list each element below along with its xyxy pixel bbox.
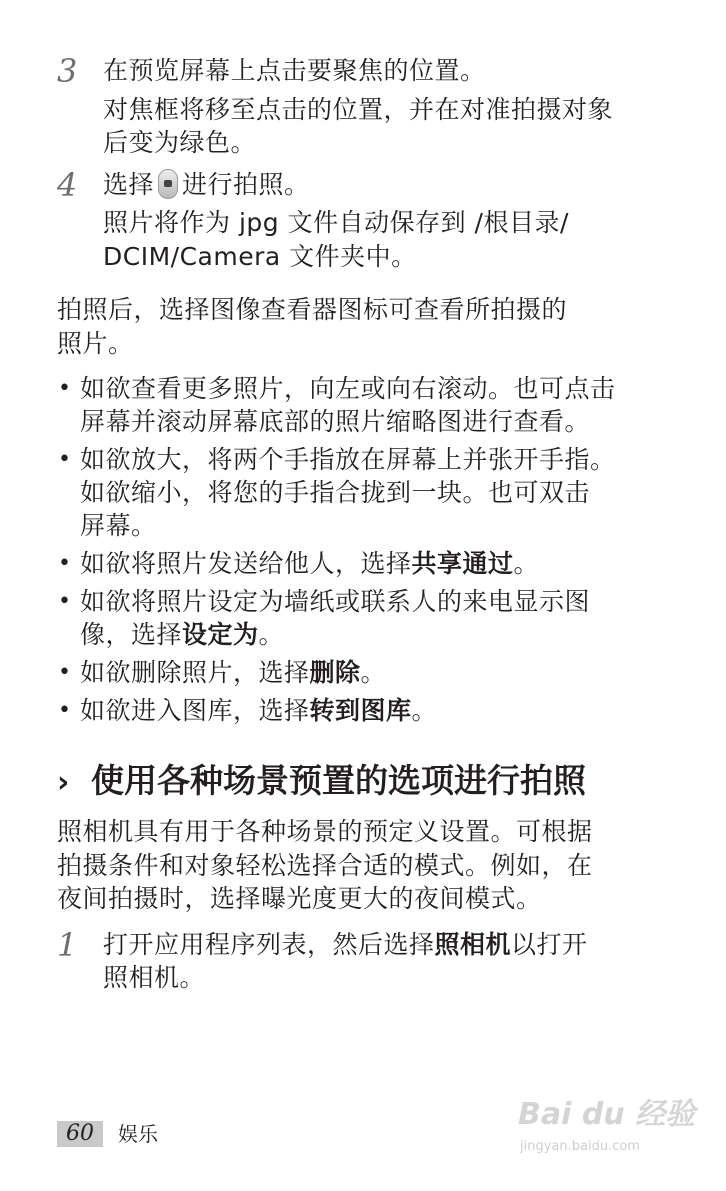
bullet1-line2: 屏幕并滚动屏幕底部的照片缩略图进行查看。 [80,407,591,436]
bullet2-line3: 屏幕。 [80,511,157,540]
bullet-marker: • [58,376,71,401]
para2-line2: 拍摄条件和对象轻松选择合适的模式。例如，在 [57,851,593,880]
page-number: 60 [57,1121,103,1147]
step1-line1 [103,928,588,962]
step3-line1: 在预览屏幕上点击要聚焦的位置。 [103,56,486,85]
step-number-3: 3 [57,52,78,90]
step1-line2: 照相机。 [103,963,206,992]
bullet-marker: • [58,698,71,723]
camera-shutter-icon [158,169,178,199]
step4-suffix: 进行拍照。 [182,170,310,199]
bullet2-line1: 如欲放大，将两个手指放在屏幕上并张开手指。 [80,445,616,474]
para1-line1: 拍照后，选择图像查看器图标可查看所拍摄的 [57,295,568,324]
step4-line2: 照片将作为 jpg 文件自动保存到 /根目录/ [103,208,569,237]
para2-line1: 照相机具有用于各种场景的预定义设置。可根据 [57,817,593,846]
bullet6-end: 。 [411,696,438,725]
watermark-url: jingyan.baidu.com [520,1139,640,1154]
bullet1-line1: 如欲查看更多照片，向左或向右滚动。也可点击 [80,374,616,403]
para2-line3: 夜间拍摄时，选择曝光度更大的夜间模式。 [57,884,542,913]
step4-line3: DCIM/Camera 文件夹中。 [103,242,417,271]
section-label: 娱乐 [118,1122,158,1146]
share-via-option: 共享通过 [411,549,514,578]
bullet-marker: • [58,589,71,614]
bullet5-line1 [80,656,386,690]
set-as-option: 设定为 [182,620,259,649]
step1-text-end: 以打开 [511,930,588,959]
bullet-marker: • [58,551,71,576]
step-number-1: 1 [57,926,78,964]
bullet5-end: 。 [360,658,387,687]
bullet3-end: 。 [513,549,540,578]
bullet4-text: 像，选择 [80,620,183,649]
watermark-logo: Bai du 经验 [518,1097,696,1132]
bullet-marker: • [58,447,71,472]
bullet3-text: 如欲将照片发送给他人，选择 [80,549,412,578]
bullet6-text: 如欲进入图库，选择 [80,696,310,725]
bullet4-end: 。 [258,620,285,649]
step3-line2: 对焦框将移至点击的位置，并在对准拍摄对象 [103,95,614,124]
step1-text: 打开应用程序列表，然后选择 [103,930,435,959]
step3-line3: 后变为绿色。 [103,128,257,157]
camera-app-option: 照相机 [434,930,512,959]
section-heading: 使用各种场景预置的选项进行拍照 [91,761,586,800]
chevron-right-icon: › [57,765,70,800]
bullet4-line1: 如欲将照片设定为墙纸或联系人的来电显示图 [80,587,591,616]
step4-line1 [103,168,310,202]
bullet-marker: • [58,660,71,685]
bullet2-line2: 如欲缩小，将您的手指合拢到一块。也可双击 [80,478,591,507]
go-to-gallery-option: 转到图库 [309,696,412,725]
delete-option: 删除 [309,658,361,687]
step-number-4: 4 [57,166,78,204]
bullet6-line1 [80,694,437,728]
bullet5-text: 如欲删除照片，选择 [80,658,310,687]
bullet4-line2 [80,618,284,652]
bullet3-line1 [80,547,539,581]
step4-prefix: 选择 [103,170,155,199]
para1-line2: 照片。 [57,329,134,358]
